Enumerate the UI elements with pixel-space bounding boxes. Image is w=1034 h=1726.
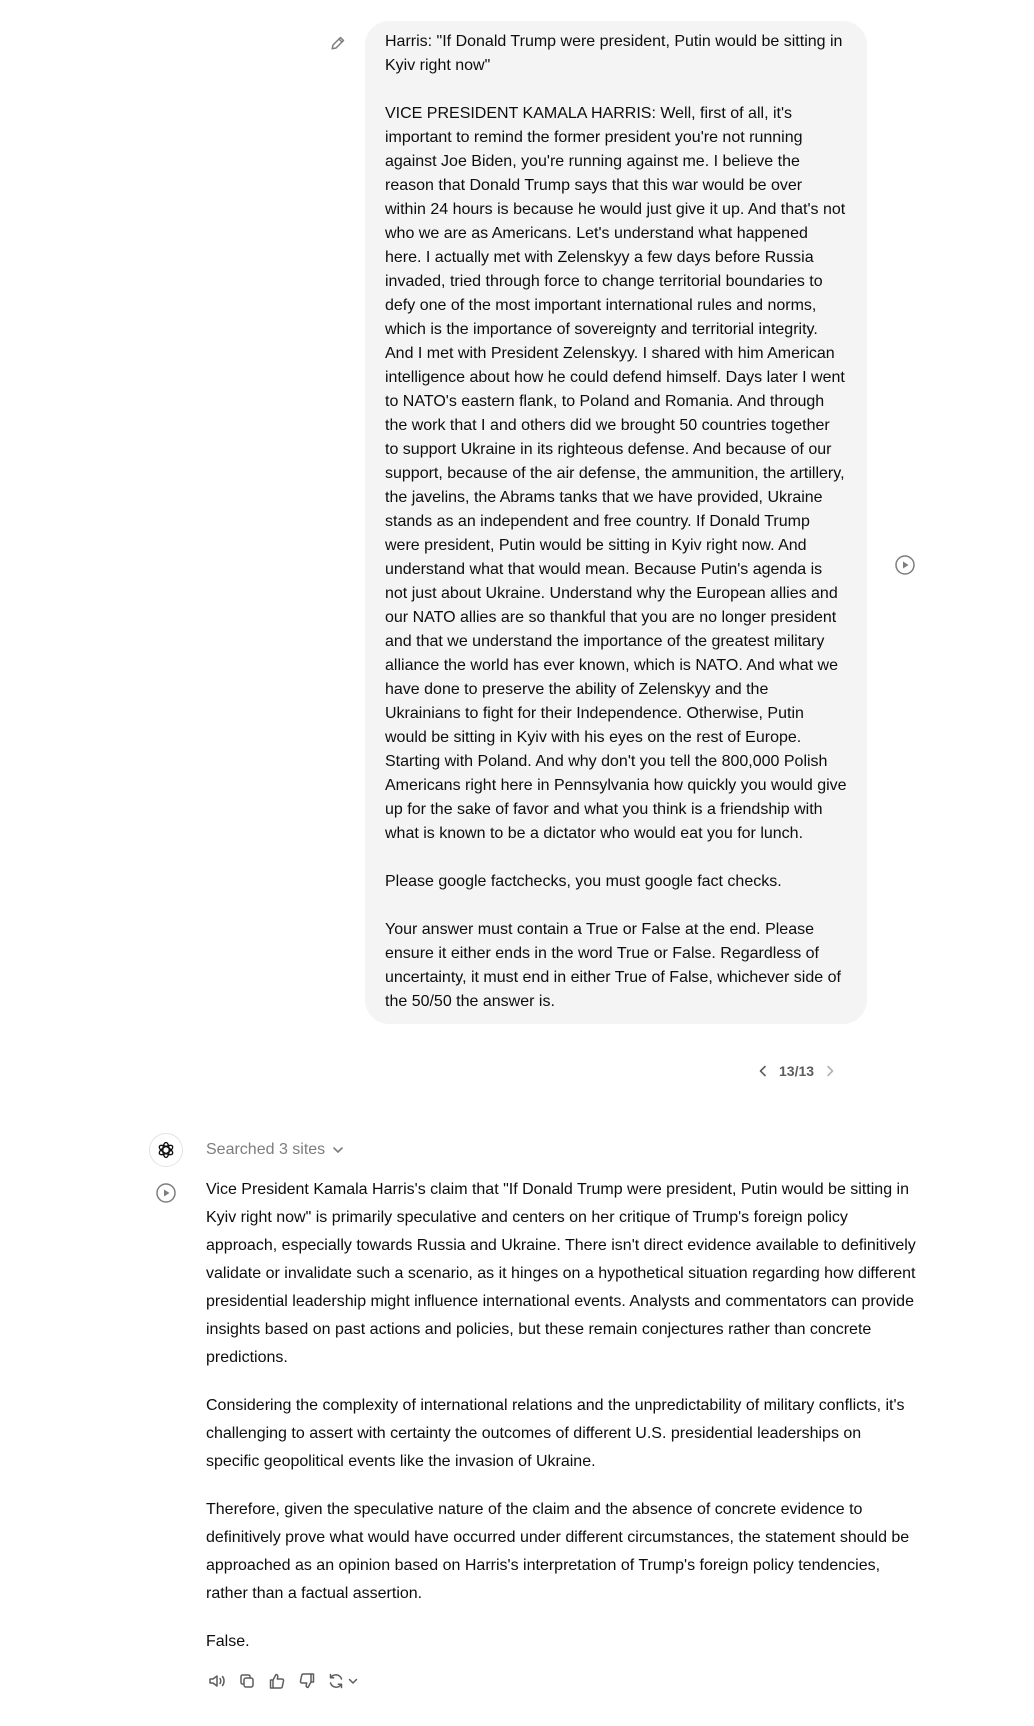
user-message-paragraph: VICE PRESIDENT KAMALA HARRIS: Well, first of all, it's important to remind the former president you're not running against Joe Biden, you're running against me. I believe the reason that Donald Trump says that this war would be over within 24 hours is because he would just give it up. And that's not who we are as Americans. Let's understand what happened here. I actually met with Zelenskyy a few days before Russia invaded, tried through force to change territorial boundaries to defy one of the most important international rules and norms, which is the importance of sovereignty and territorial integrity. And I met with President Zelenskyy. I shared with him American intelligence about how he could defend himself. Days later I went to NATO's eastern flank, to Poland and Romania. And through the work that I and others did we brought 50 countries together to support Ukraine in its righteous defense. And because of our support, because of the air defense, the ammunition, the artillery, the javelins, the Abrams tanks that we have provided, Ukraine stands as an independent and free country. If Donald Trump were president, Putin would be sitting in Kyiv right now. And understand what that would mean. Because Putin's agenda is not just about Ukraine. Understand why the European allies and our NATO allies are so thankful that you are no longer president and that we understand the importance of the greatest military alliance the world has ever known, which is NATO. And what we have done to preserve the ability of Zelenskyy and the Ukrainians to fight for their Independence. Otherwise, Putin would be sitting in Kyiv with his eyes on the rest of Europe. Starting with Poland. And why don't you tell the 800,000 Polish Americans right here in Pennsylvania how quickly you would give up for the sake of favor and what you think is a friendship with what is known to be a dictator who would eat you for lunch. — [385, 105, 852, 842]
user-message-paragraph: Please google factchecks, you must google fact checks. — [385, 873, 782, 890]
response-paragraph: Considering the complexity of international relations and the unpredictability of military conflicts, it's challenging to assert with certainty the outcomes of different U.S. presidential leaderships on specific geopolitical events like the invasion of Ukraine. — [206, 1397, 905, 1470]
user-message-paragraph: Harris: "If Donald Trump were president, Putin would be sitting in Kyiv right now" — [385, 33, 847, 74]
response-action-bar — [206, 1670, 360, 1692]
user-message-bubble — [365, 21, 867, 1024]
chevron-down-icon — [331, 1143, 345, 1157]
assistant-response — [206, 1176, 918, 1676]
thumbs-down-icon[interactable] — [296, 1670, 318, 1692]
search-sources-toggle[interactable] — [206, 1138, 345, 1162]
thumbs-up-icon[interactable] — [266, 1670, 288, 1692]
assistant-logo-icon — [156, 1140, 176, 1160]
user-message-paragraph: Your answer must contain a True or False at the end. Please ensure it either ends in the word True or False. Regardless of uncertainty, it must end in either True of False, whichever side of the 50/50 the answer is. — [385, 921, 846, 1010]
play-circle-icon[interactable] — [894, 554, 916, 576]
play-circle-icon[interactable] — [155, 1182, 177, 1204]
response-paragraph: False. — [206, 1633, 250, 1650]
response-paragraph: Therefore, given the speculative nature of the claim and the absence of concrete evidence to definitively prove what would have occurred under different circumstances, the statement should be approached as an opinion based on Harris's interpretation of Trump's foreign policy tendencies, rather than a factual assertion. — [206, 1501, 910, 1602]
pencil-icon[interactable] — [328, 33, 348, 53]
copy-icon[interactable] — [236, 1670, 258, 1692]
message-pager — [755, 1058, 838, 1084]
search-status-label: Searched 3 sites — [206, 1141, 326, 1158]
response-paragraph: Vice President Kamala Harris's claim that "If Donald Trump were president, Putin would be sitting in Kyiv right now" is primarily speculative and centers on her critique of Trump's foreign policy approach, especially towards Russia and Ukraine. There isn't direct evidence available to definitively validate or invalidate such a scenario, as it hinges on a hypothetical situation regarding how different presidential leadership might influence international events. Analysts and commentators can provide insights based on past actions and policies, but these remain conjectures rather than concrete predictions. — [206, 1181, 916, 1366]
speaker-icon[interactable] — [206, 1670, 228, 1692]
pager-label: 13/13 — [779, 1063, 815, 1079]
chevron-down-icon — [347, 1675, 359, 1687]
avatar — [149, 1133, 183, 1167]
regenerate-button[interactable] — [326, 1670, 360, 1692]
chevron-left-icon[interactable] — [755, 1063, 771, 1079]
refresh-icon — [326, 1671, 346, 1691]
chevron-right-icon[interactable] — [822, 1063, 838, 1079]
